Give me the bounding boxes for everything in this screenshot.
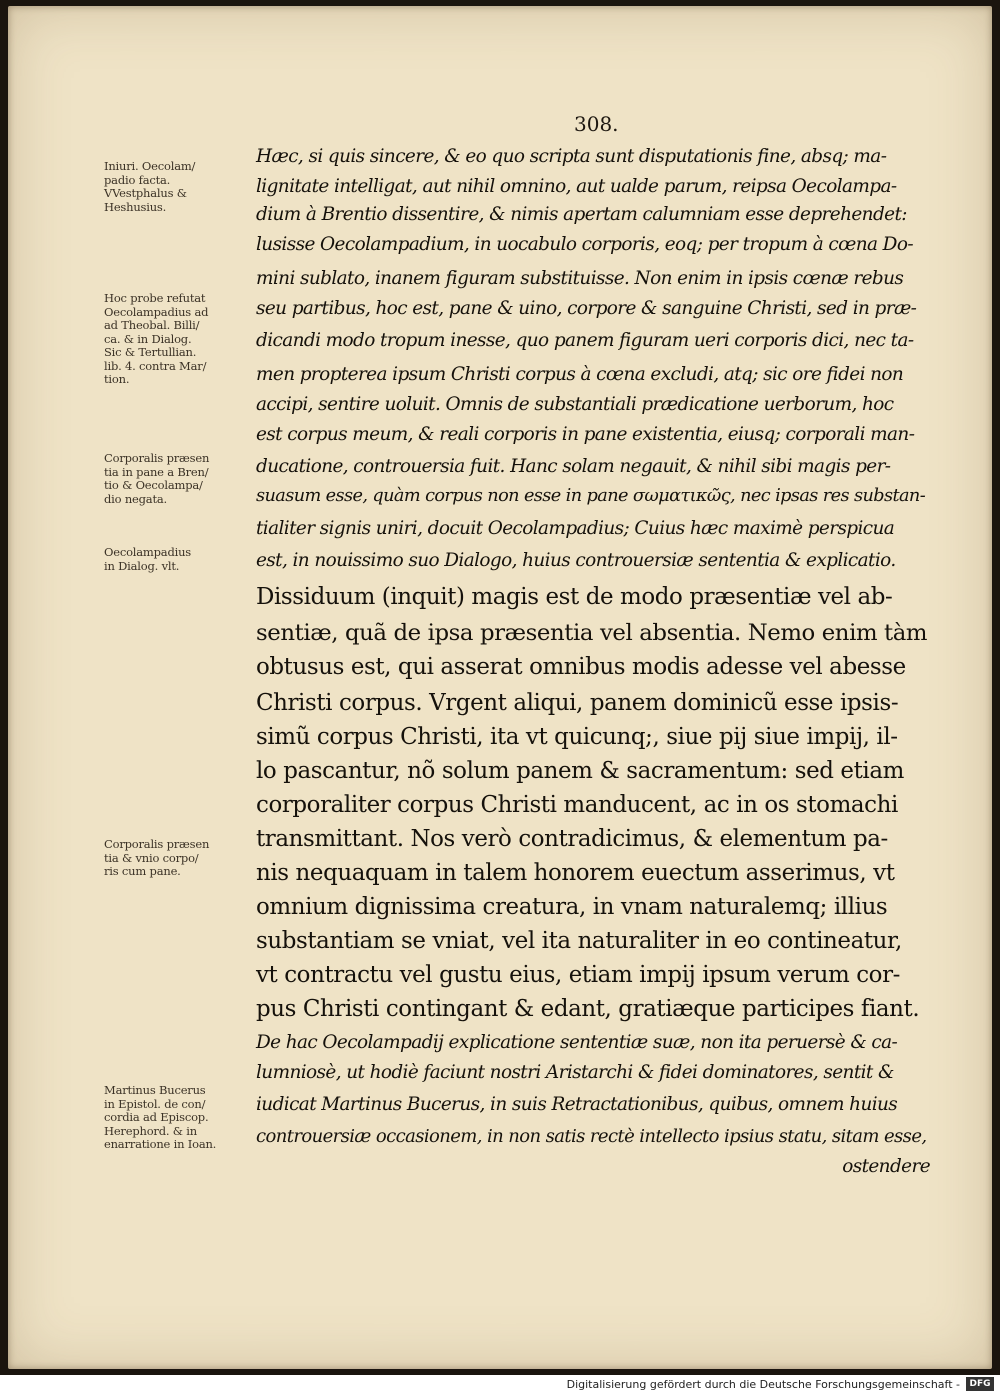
page-number: 308. [574,112,619,136]
footer-credit: Digitalisierung gefördert durch die Deutsche Forschungsgemeinschaft - [566,1378,960,1391]
margin-note: Corporalis præsen tia in pane a Bren/ tio & Oecolampa/ dio negata. [104,451,210,506]
text-line: substantiam se vniat, vel ita naturaliter in eo contineatur, [256,928,902,954]
text-line: omnium dignissima creatura, in vnam naturalemq; illius [256,894,888,920]
margin-note: Corporalis præsen tia & vnio corpo/ ris cum pane. [104,837,210,878]
text-line: ostendere [842,1156,930,1177]
text-line: accipi, sentire uoluit. Omnis de substantiali prædicatione uerborum, hoc [256,394,894,415]
text-line: dium à Brentio dissentire, & nimis apertam calumniam esse deprehendet: [256,204,907,225]
text-line: controuersiæ occasionem, in non satis rectè intellecto ipsius statu, sitam esse, [256,1126,927,1147]
text-line: men propterea ipsum Christi corpus à cœna excludi, atq; sic ore fidei non [256,364,904,385]
text-line: lusisse Oecolampadium, in uocabulo corporis, eoq; per tropum à cœna Do- [256,234,913,255]
text-line: est, in nouissimo suo Dialogo, huius controuersiæ sententia & explicatio. [256,550,896,571]
text-line: lo pascantur, nõ solum panem & sacramentum: sed etiam [256,758,904,784]
text-line: obtusus est, qui asserat omnibus modis adesse vel abesse [256,654,906,680]
text-line: De hac Oecolampadij explicatione sententiæ suæ, non ita peruersè & ca- [256,1032,898,1053]
text-line: simũ corpus Christi, ita vt quicunq;, siue pij siue impij, il- [256,724,898,750]
margin-note: Oecolampadius in Dialog. vlt. [104,545,192,573]
text-line: iudicat Martinus Bucerus, in suis Retractationibus, quibus, omnem huius [256,1094,898,1115]
text-line: lignitate intelligat, aut nihil omnino, aut ualde parum, reipsa Oecolampa- [256,176,897,197]
text-line: seu partibus, hoc est, pane & uino, corpore & sanguine Christi, sed in præ- [256,298,917,319]
text-line: lumniosè, ut hodiè faciunt nostri Aristarchi & fidei dominatores, sentit & [256,1062,894,1083]
footer [0,1375,1000,1395]
text-line: transmittant. Nos verò contradicimus, & elementum pa- [256,826,888,852]
text-line: est corpus meum, & reali corporis in pane existentia, eiusq; corporali man- [256,424,915,445]
text-line: Hæc, si quis sincere, & eo quo scripta sunt disputationis fine, absq; ma- [256,146,887,167]
dfg-logo: DFG [966,1377,994,1391]
margin-note: Hoc probe refutat Oecolampadius ad ad Theobal. Billi/ ca. & in Dialog. Sic & Tertullian. lib. 4. contra Mar/ tion. [104,291,209,386]
text-line: ducatione, controuersia fuit. Hanc solam negauit, & nihil sibi magis per- [256,456,891,477]
text-line: Dissiduum (inquit) magis est de modo præsentiæ vel ab- [256,584,893,610]
text-line: suasum esse, quàm corpus non esse in pane σωματικῶς, nec ipsas res substan- [256,486,926,506]
text-line: corporaliter corpus Christi manducent, ac in os stomachi [256,792,898,818]
text-line: dicandi modo tropum inesse, quo panem figuram ueri corporis dici, nec ta- [256,330,914,351]
text-line: pus Christi contingant & edant, gratiæque participes fiant. [256,996,920,1022]
text-line: sentiæ, quã de ipsa præsentia vel absentia. Nemo enim tàm [256,620,928,646]
text-line: nis nequaquam in talem honorem euectum asserimus, vt [256,860,895,886]
text-line: tialiter signis uniri, docuit Oecolampadius; Cuius hæc maximè perspicua [256,518,895,539]
margin-note: Iniuri. Oecolam/ padio facta. VVestphalus & Heshusius. [104,159,196,214]
text-line: mini sublato, inanem figuram substituisse. Non enim in ipsis cœnæ rebus [256,268,904,289]
text-line: vt contractu vel gustu eius, etiam impij ipsum verum cor- [256,962,900,988]
text-line: Christi corpus. Vrgent aliqui, panem dominicũ esse ipsis- [256,690,899,716]
margin-note: Martinus Bucerus in Epistol. de con/ cordia ad Episcop. Herephord. & in enarratione in Ioan. [104,1083,217,1151]
